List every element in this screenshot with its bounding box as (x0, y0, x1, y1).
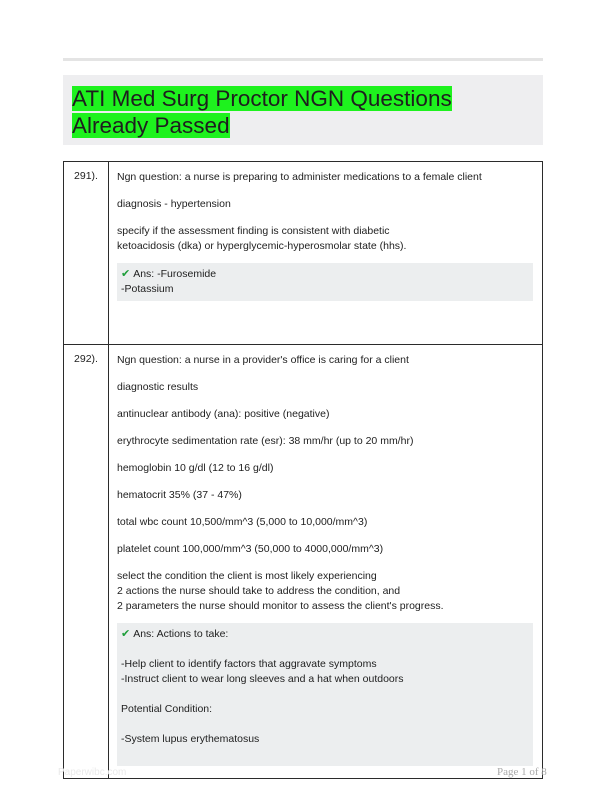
question-text: Ngn question: a nurse is preparing to administer medications to a female client (117, 171, 482, 183)
top-divider (63, 58, 543, 61)
question-text: diagnostic results (117, 381, 199, 393)
question-text: platelet count 100,000/mm^3 (50,000 to 4000,000/mm^3) (117, 543, 384, 555)
question-body (109, 162, 543, 345)
question-number: 291). (64, 162, 109, 345)
table-row (64, 345, 543, 779)
page-title: ATI Med Surg Proctor NGN Questions Already Passed (72, 86, 452, 138)
table-row (64, 162, 543, 345)
answer-box: ✔ Ans: -Furosemide -Potassium (117, 263, 533, 301)
checkmark-icon: ✔ (121, 268, 131, 280)
question-text: Ngn question: a nurse in a provider's office is caring for a client (117, 354, 409, 366)
footer-watermark: Paperwibc.com (58, 767, 127, 778)
question-text: total wbc count 10,500/mm^3 (5,000 to 10,000/mm^3) (117, 516, 368, 528)
page-number: Page 1 of 8 (497, 766, 547, 778)
question-text: diagnosis - hypertension (117, 198, 231, 210)
questions-table (63, 161, 543, 779)
question-number: 292). (64, 345, 109, 779)
question-text: antinuclear antibody (ana): positive (negative) (117, 408, 330, 420)
checkmark-icon: ✔ (121, 628, 131, 640)
question-text: erythrocyte sedimentation rate (esr): 38 mm/hr (up to 20 mm/hr) (117, 435, 414, 447)
answer-box: ✔ Ans: Actions to take: -Help client to identify factors that aggravate symptoms -Instruct client to wear long sleeves and a hat when outdoors Potential Condition: -System lupus erythematosus (117, 623, 533, 766)
question-body (109, 345, 543, 779)
question-text: hemoglobin 10 g/dl (12 to 16 g/dl) (117, 462, 274, 474)
question-text: select the condition the client is most likely experiencing 2 actions the nurse should take to address the condition, and 2 parameters the nurse should monitor to assess the client's progress. (117, 570, 444, 612)
question-text: hematocrit 35% (37 - 47%) (117, 489, 242, 501)
question-text: specify if the assessment finding is consistent with diabetic ketoacidosis (dka) or hyperglycemic-hyperosmolar state (hhs). (117, 225, 407, 252)
